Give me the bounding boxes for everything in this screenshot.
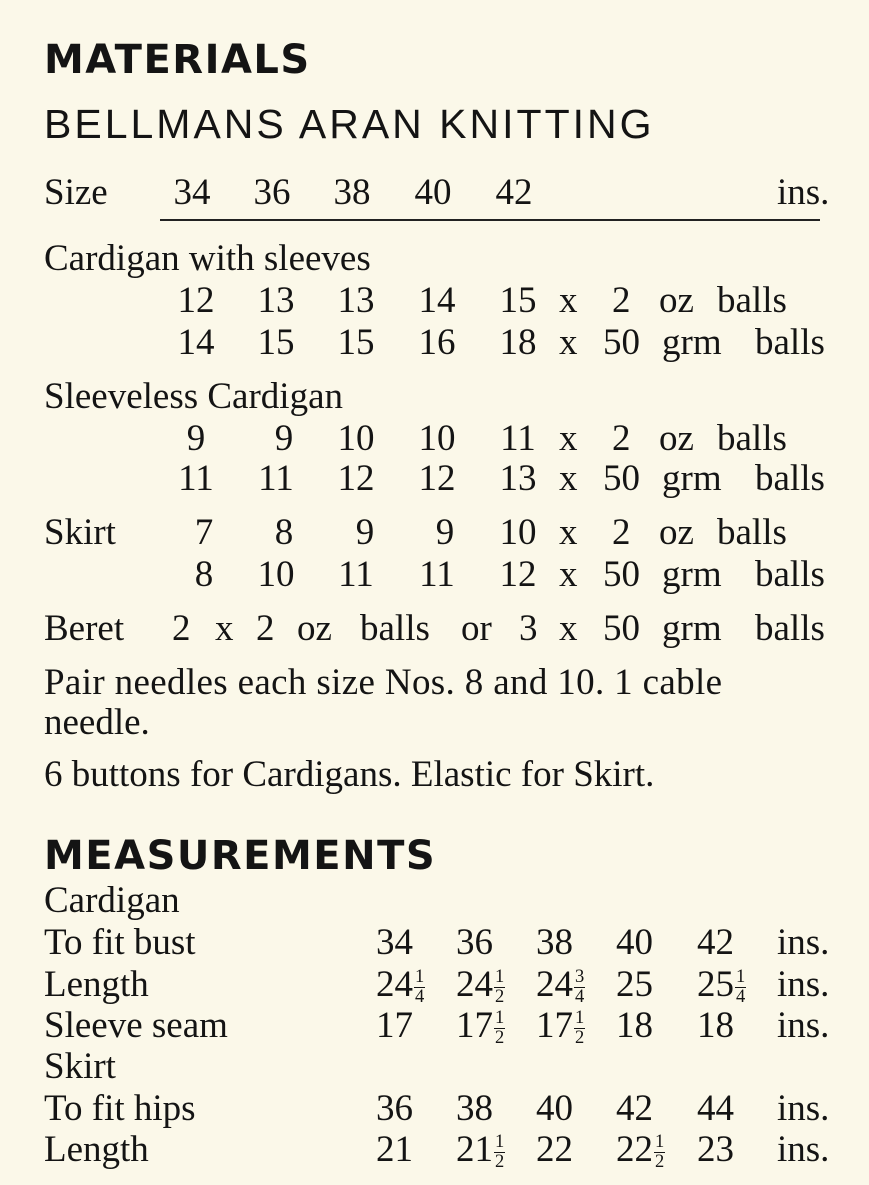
cws-oz-x: x — [559, 280, 578, 321]
skirt-measure-value: 38 — [456, 1088, 493, 1129]
skirt-measure-value: 40 — [536, 1088, 573, 1129]
yarn-name: BELLMANS ARAN KNITTING — [44, 101, 655, 147]
fraction: $\frac{1}{4}$ — [736, 967, 746, 1008]
cws-oz-40: 14 — [418, 280, 456, 321]
skirt-oz-40: 9 — [435, 512, 455, 553]
cws-oz-qty: 2 — [612, 280, 631, 321]
skirt-grm-unit: grm — [662, 554, 722, 595]
slc-grm-unit: grm — [662, 458, 722, 499]
size-38: 38 — [333, 172, 371, 213]
cardigan-measure-value: 24 $\frac{1}{4}$ — [376, 964, 425, 1008]
fraction: $\frac{1}{2}$ — [495, 967, 505, 1008]
cardigan-measure-value: 24 $\frac{3}{4}$ — [536, 964, 585, 1008]
cardigan-measure-row-label: To fit bust — [44, 922, 196, 963]
skirt-grm-42: 12 — [499, 554, 537, 595]
skirt-oz-unit: oz — [659, 512, 694, 553]
skirt-measure-row-label: To fit hips — [44, 1088, 196, 1129]
slc-grm-36: 11 — [258, 458, 294, 499]
cardigan-measure-value: 17 $\frac{1}{2}$ — [536, 1005, 585, 1049]
cardigan-measure-value: 17 — [376, 1005, 413, 1046]
size-underline — [160, 219, 820, 221]
beret-word: balls — [360, 608, 430, 649]
skirt-measure-value: 23 — [697, 1129, 734, 1170]
skirt-grm-36: 10 — [257, 554, 295, 595]
materials-heading: MATERIALS — [44, 37, 311, 83]
skirt-grm-x: x — [559, 554, 578, 595]
beret-word: or — [461, 608, 492, 649]
skirt-measure-value: 42 — [616, 1088, 653, 1129]
slc-grm-34: 11 — [178, 458, 214, 499]
cardigan-measure-value: 38 — [536, 922, 573, 963]
slc-oz-balls: balls — [717, 418, 787, 459]
size-label: Size — [44, 172, 108, 213]
cws-oz-balls: balls — [717, 280, 787, 321]
fraction: $\frac{1}{4}$ — [415, 967, 425, 1008]
needles-text-line1: Pair needles each size Nos. 8 and 10. 1 cable — [44, 662, 723, 703]
cardigan-measure-value: 18 — [697, 1005, 734, 1046]
cws-grm-qty: 50 — [603, 322, 640, 363]
cws-oz-42: 15 — [499, 280, 537, 321]
skirt-grm-38: 11 — [338, 554, 374, 595]
skirt-grm-34: 8 — [194, 554, 214, 595]
beret-word: 2 — [172, 608, 191, 649]
slc-oz-x: x — [559, 418, 578, 459]
cws-oz-unit: oz — [659, 280, 694, 321]
cardigan-measure-label: Cardigan — [44, 880, 180, 921]
skirt-grm-balls: balls — [755, 554, 825, 595]
size-unit: ins. — [777, 172, 830, 213]
slc-grm-qty: 50 — [603, 458, 640, 499]
slc-grm-38: 12 — [337, 458, 375, 499]
skirt-oz-balls: balls — [717, 512, 787, 553]
cws-grm-42: 18 — [499, 322, 537, 363]
beret-label: Beret — [44, 608, 125, 649]
cardigan-measure-row-unit: ins. — [777, 1005, 830, 1046]
skirt-measure-value: 36 — [376, 1088, 413, 1129]
skirt-oz-34: 7 — [194, 512, 214, 553]
skirt-measure-value: 22 $\frac{1}{2}$ — [616, 1129, 665, 1173]
cardigan-measure-value: 24 $\frac{1}{2}$ — [456, 964, 505, 1008]
skirt-oz-42: 10 — [499, 512, 537, 553]
slc-oz-40: 10 — [418, 418, 456, 459]
skirt-grm-40: 11 — [419, 554, 455, 595]
skirt-oz-38: 9 — [355, 512, 375, 553]
beret-word: x — [559, 608, 578, 649]
beret-word: 2 — [256, 608, 275, 649]
cws-grm-36: 15 — [257, 322, 295, 363]
fraction: $\frac{1}{2}$ — [495, 1008, 505, 1049]
skirt-measure-row-label: Length — [44, 1129, 149, 1170]
slc-oz-36: 9 — [274, 418, 294, 459]
skirt-measure-row-unit: ins. — [777, 1129, 830, 1170]
cws-grm-38: 15 — [337, 322, 375, 363]
skirt-measure-row-unit: ins. — [777, 1088, 830, 1129]
skirt-measure-value: 21 $\frac{1}{2}$ — [456, 1129, 505, 1173]
skirt-measure-value: 21 — [376, 1129, 413, 1170]
skirt-measure-label: Skirt — [44, 1046, 116, 1087]
skirt-measure-value: 44 — [697, 1088, 734, 1129]
sleeveless-cardigan-label: Sleeveless Cardigan — [44, 376, 343, 417]
cws-grm-34: 14 — [177, 322, 215, 363]
cardigan-measure-row-label: Length — [44, 964, 149, 1005]
beret-word: oz — [297, 608, 332, 649]
cardigan-measure-value: 17 $\frac{1}{2}$ — [456, 1005, 505, 1049]
measurements-heading: MEASUREMENTS — [44, 833, 437, 879]
slc-grm-x: x — [559, 458, 578, 499]
skirt-oz-36: 8 — [274, 512, 294, 553]
slc-oz-unit: oz — [659, 418, 694, 459]
cardigan-measure-value: 34 — [376, 922, 413, 963]
skirt-label: Skirt — [44, 512, 116, 553]
cardigan-measure-value: 42 — [697, 922, 734, 963]
cardigan-measure-row-label: Sleeve seam — [44, 1005, 228, 1046]
cws-oz-36: 13 — [257, 280, 295, 321]
fraction: $\frac{1}{2}$ — [575, 1008, 585, 1049]
cws-grm-40: 16 — [418, 322, 456, 363]
slc-oz-42: 11 — [500, 418, 536, 459]
size-36: 36 — [253, 172, 291, 213]
fraction: $\frac{1}{2}$ — [655, 1132, 665, 1173]
cws-grm-unit: grm — [662, 322, 722, 363]
cardigan-with-sleeves-label: Cardigan with sleeves — [44, 238, 371, 279]
size-34: 34 — [173, 172, 211, 213]
beret-word: 3 — [519, 608, 538, 649]
skirt-oz-qty: 2 — [612, 512, 631, 553]
slc-oz-34: 9 — [186, 418, 206, 459]
cws-oz-38: 13 — [337, 280, 375, 321]
cws-grm-x: x — [559, 322, 578, 363]
cardigan-measure-row-unit: ins. — [777, 964, 830, 1005]
size-42: 42 — [495, 172, 533, 213]
cardigan-measure-value: 25 $\frac{1}{4}$ — [697, 964, 746, 1008]
notions-text: 6 buttons for Cardigans. Elastic for Skirt. — [44, 754, 655, 795]
fraction: $\frac{1}{2}$ — [495, 1132, 505, 1173]
slc-grm-40: 12 — [418, 458, 456, 499]
cardigan-measure-value: 36 — [456, 922, 493, 963]
fraction: $\frac{3}{4}$ — [575, 967, 585, 1008]
cws-oz-34: 12 — [177, 280, 215, 321]
slc-oz-qty: 2 — [612, 418, 631, 459]
beret-word: x — [215, 608, 234, 649]
beret-word: grm — [662, 608, 722, 649]
skirt-measure-value: 22 — [536, 1129, 573, 1170]
beret-word: 50 — [603, 608, 640, 649]
skirt-oz-x: x — [559, 512, 578, 553]
cardigan-measure-value: 25 — [616, 964, 653, 1005]
cardigan-measure-value: 40 — [616, 922, 653, 963]
slc-grm-balls: balls — [755, 458, 825, 499]
slc-oz-38: 10 — [337, 418, 375, 459]
cardigan-measure-value: 18 — [616, 1005, 653, 1046]
skirt-grm-qty: 50 — [603, 554, 640, 595]
slc-grm-42: 13 — [499, 458, 537, 499]
cws-grm-balls: balls — [755, 322, 825, 363]
cardigan-measure-row-unit: ins. — [777, 922, 830, 963]
needles-text-line2: needle. — [44, 702, 150, 743]
beret-word: balls — [755, 608, 825, 649]
size-40: 40 — [414, 172, 452, 213]
